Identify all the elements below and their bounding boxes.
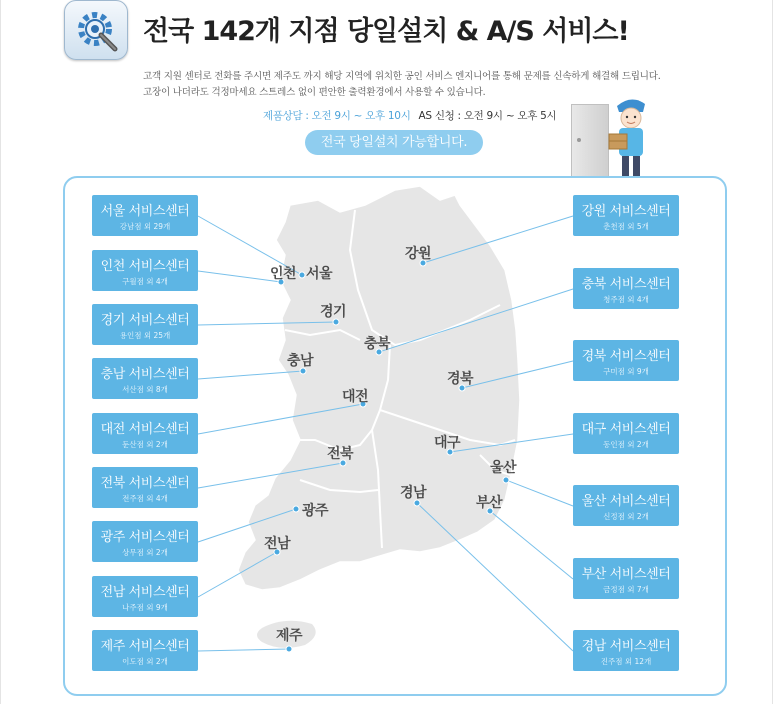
service-center-jeju[interactable] <box>92 630 198 671</box>
mainland-korea-shape <box>238 186 520 590</box>
center-branches: 나주점 외 9개 <box>122 603 168 612</box>
center-name: 대전 서비스센터 <box>100 422 190 437</box>
center-branches: 서산점 외 8개 <box>122 385 168 394</box>
region-label-ulsan: 울산 <box>490 460 517 476</box>
center-branches: 금정점 외 7개 <box>603 585 649 594</box>
center-name: 대구 서비스센터 <box>581 422 671 437</box>
center-branches: 진주점 외 12개 <box>600 657 652 666</box>
center-name: 울산 서비스센터 <box>581 494 671 509</box>
leader-line-busan <box>490 511 573 579</box>
region-label-jeonnam: 전남 <box>264 536 291 552</box>
service-center-gyeonggi[interactable] <box>92 304 198 345</box>
center-name: 경남 서비스센터 <box>581 639 671 654</box>
location-dot-gwangju <box>293 506 299 512</box>
center-name: 전북 서비스센터 <box>100 476 190 491</box>
leader-line-gyeongnam <box>417 503 573 651</box>
service-center-gyeongnam[interactable] <box>573 630 679 671</box>
region-label-gyeonggi: 경기 <box>320 304 347 320</box>
center-branches: 둔산점 외 2개 <box>122 440 168 449</box>
center-branches: 구월점 외 4개 <box>122 277 168 286</box>
service-center-gwangju[interactable] <box>92 521 198 562</box>
location-dot-seoul <box>299 272 305 278</box>
region-label-gangwon: 강원 <box>405 246 432 262</box>
center-branches: 신정점 외 2개 <box>603 512 649 521</box>
service-center-ulsan[interactable] <box>573 485 679 526</box>
center-branches: 구미점 외 9개 <box>603 367 649 376</box>
center-name: 전남 서비스센터 <box>100 585 190 600</box>
center-branches: 강남점 외 29개 <box>119 222 171 231</box>
page-title: 전국 142개 지점 당일설치 & A/S 서비스! <box>143 16 629 47</box>
as-request-hours: AS 신청 : 오전 9시 ~ 오후 5시 <box>418 110 557 122</box>
service-center-gangwon[interactable] <box>573 195 679 236</box>
intro-text-line2: 고장이 나더라도 걱정마세요 스트레스 없이 편안한 출력환경에서 사용할 수 있습니다. <box>143 87 486 98</box>
center-branches: 이도점 외 2개 <box>122 657 168 666</box>
product-consult-hours: 제품상담 : 오전 9시 ~ 오후 10시 <box>263 110 411 122</box>
center-branches: 전주점 외 4개 <box>122 494 168 503</box>
center-name: 부산 서비스센터 <box>581 567 671 582</box>
center-name: 충북 서비스센터 <box>581 277 671 292</box>
region-label-incheon: 인천 <box>270 266 297 282</box>
center-name: 인천 서비스센터 <box>100 259 190 274</box>
leader-line-ulsan <box>506 480 573 506</box>
center-name: 광주 서비스센터 <box>100 530 190 545</box>
service-center-incheon[interactable] <box>92 250 198 291</box>
service-center-seoul[interactable] <box>92 195 198 236</box>
region-label-chungnam: 충남 <box>287 353 314 369</box>
service-center-daejeon[interactable] <box>92 413 198 454</box>
leader-line-jeju <box>198 649 289 651</box>
region-label-gwangju: 광주 <box>302 503 329 519</box>
region-label-busan: 부산 <box>476 495 503 511</box>
same-day-install-badge: 전국 당일설치 가능합니다. <box>305 130 483 155</box>
region-label-jeju: 제주 <box>276 628 303 644</box>
region-label-gyeongnam: 경남 <box>400 485 427 501</box>
center-name: 제주 서비스센터 <box>100 639 190 654</box>
service-center-chungbuk[interactable] <box>573 268 679 309</box>
service-center-jeonnam[interactable] <box>92 576 198 617</box>
service-center-daegu[interactable] <box>573 413 679 454</box>
center-name: 서울 서비스센터 <box>100 204 190 219</box>
region-label-daejeon: 대전 <box>342 389 369 405</box>
center-branches: 상무점 외 2개 <box>122 548 168 557</box>
center-name: 충남 서비스센터 <box>100 367 190 382</box>
region-label-gyeongbuk: 경북 <box>447 371 474 387</box>
intro-text-line1: 고객 지원 센터로 전화를 주시면 제주도 까지 해당 지역에 위치한 공인 서비스 엔지니어를 통해 문제를 신속하게 해결해 드립니다. <box>143 71 661 82</box>
location-dot-ulsan <box>503 477 509 483</box>
service-center-gyeongbuk[interactable] <box>573 340 679 381</box>
center-branches: 춘천점 외 5개 <box>603 222 649 231</box>
center-name: 경기 서비스센터 <box>100 313 190 328</box>
region-label-jeonbuk: 전북 <box>327 446 354 462</box>
center-branches: 용인점 외 25개 <box>119 331 171 340</box>
region-label-daegu: 대구 <box>434 435 461 451</box>
service-center-chungnam[interactable] <box>92 358 198 399</box>
leader-line-incheon <box>198 271 281 282</box>
service-center-jeonbuk[interactable] <box>92 467 198 508</box>
center-name: 강원 서비스센터 <box>581 204 671 219</box>
region-label-seoul: 서울 <box>306 266 333 282</box>
center-name: 경북 서비스센터 <box>581 349 671 364</box>
service-center-busan[interactable] <box>573 558 679 599</box>
center-branches: 청주점 외 4개 <box>603 295 649 304</box>
location-dot-jeju <box>286 646 292 652</box>
center-branches: 동인점 외 2개 <box>603 440 649 449</box>
region-label-chungbuk: 충북 <box>364 336 391 352</box>
